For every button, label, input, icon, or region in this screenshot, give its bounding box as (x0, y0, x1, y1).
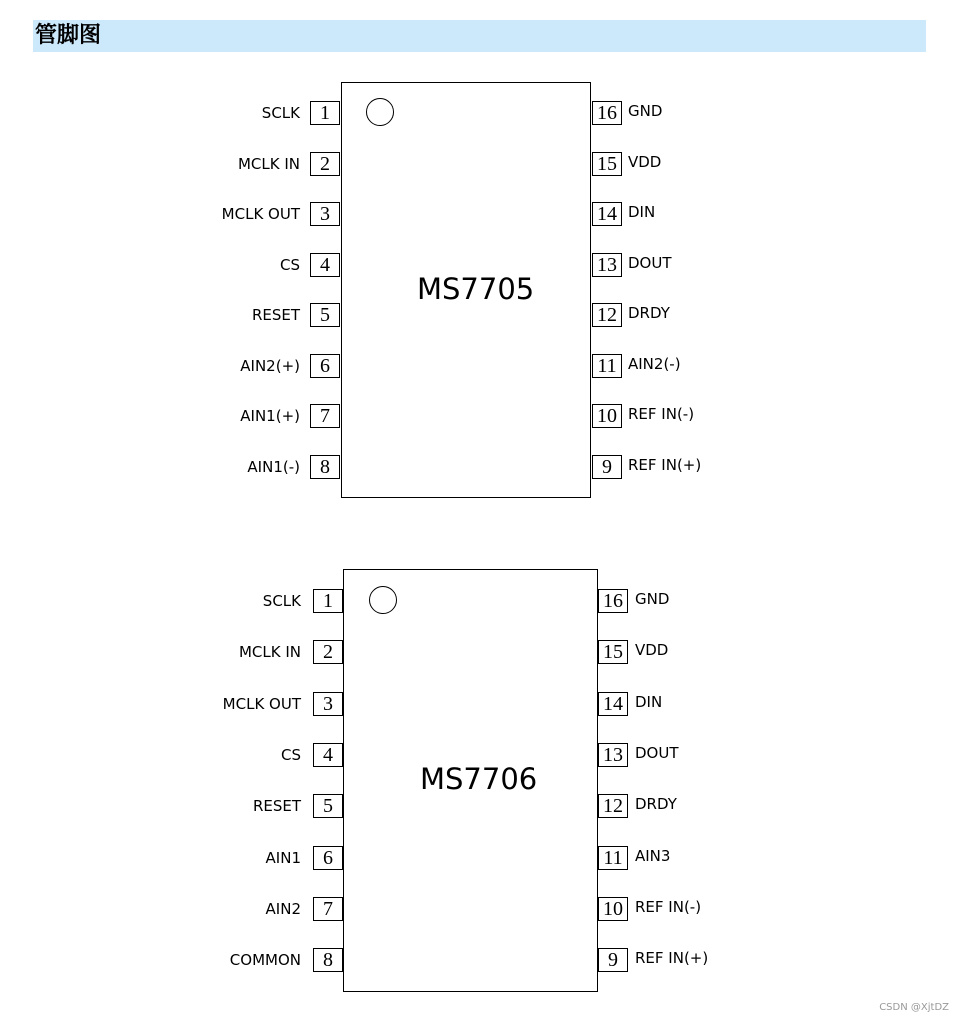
pin-label: REF IN(-) (635, 898, 702, 916)
pin-label: RESET (251, 306, 300, 324)
pin-label: AIN1(-) (247, 458, 300, 476)
pin-number-box: 5 (313, 794, 343, 818)
pin-number-box: 5 (310, 303, 340, 327)
pin-number-box: 14 (592, 202, 622, 226)
pin-number-box: 3 (310, 202, 340, 226)
pin-label: AIN2 (265, 900, 301, 918)
pin-number-box: 8 (313, 948, 343, 972)
section-header (33, 20, 926, 52)
pin-label: DRDY (628, 304, 670, 322)
section-title: 管脚图 (35, 23, 102, 48)
pin-number-box: 10 (598, 897, 628, 921)
pin1-notch-icon (366, 98, 394, 126)
pin-label: VDD (635, 641, 669, 659)
pin-label: GND (628, 102, 663, 120)
pin-number-box: 1 (310, 101, 340, 125)
pin-label: DRDY (635, 795, 677, 813)
pin-label: MCLK OUT (221, 205, 300, 223)
pin1-notch-icon (369, 586, 397, 614)
pin-label: AIN2(+) (240, 357, 300, 375)
pin-number-box: 3 (313, 692, 343, 716)
pin-label: MCLK IN (237, 155, 300, 173)
pin-number-box: 2 (310, 152, 340, 176)
chip-name-1: MS7705 (417, 272, 535, 306)
pin-label: RESET (252, 797, 301, 815)
pin-number-box: 8 (310, 455, 340, 479)
pin-number-box: 15 (592, 152, 622, 176)
pin-label: CS (281, 746, 301, 764)
pin-number-box: 9 (592, 455, 622, 479)
pin-number-box: 16 (592, 101, 622, 125)
pin-label: CS (280, 256, 300, 274)
pin-label: REF IN(+) (635, 949, 709, 967)
pin-number-box: 16 (598, 589, 628, 613)
pin-number-box: 4 (310, 253, 340, 277)
pin-number-box: 6 (313, 846, 343, 870)
pin-label: AIN1(+) (240, 407, 300, 425)
pin-label: COMMON (229, 951, 301, 969)
pin-label: DIN (628, 203, 656, 221)
pin-label: AIN1 (265, 849, 301, 867)
pin-number-box: 2 (313, 640, 343, 664)
pin-label: REF IN(+) (628, 456, 702, 474)
pin-number-box: 13 (592, 253, 622, 277)
pin-number-box: 12 (592, 303, 622, 327)
chip-name-2: MS7706 (420, 762, 538, 796)
pin-number-box: 11 (592, 354, 622, 378)
pin-label: VDD (628, 153, 662, 171)
pin-number-box: 13 (598, 743, 628, 767)
pin-number-box: 9 (598, 948, 628, 972)
pin-number-box: 10 (592, 404, 622, 428)
pin-number-box: 11 (598, 846, 628, 870)
pin-label: REF IN(-) (628, 405, 695, 423)
pin-number-box: 1 (313, 589, 343, 613)
pin-number-box: 15 (598, 640, 628, 664)
pin-number-box: 4 (313, 743, 343, 767)
watermark: CSDN @XjtDZ (879, 1002, 949, 1013)
pin-number-box: 7 (313, 897, 343, 921)
pin-label: GND (635, 590, 670, 608)
pin-number-box: 12 (598, 794, 628, 818)
pin-label: AIN2(-) (628, 355, 681, 373)
pin-label: MCLK IN (238, 643, 301, 661)
pin-label: SCLK (262, 592, 301, 610)
pin-number-box: 14 (598, 692, 628, 716)
pin-number-box: 7 (310, 404, 340, 428)
pin-label: DOUT (635, 744, 679, 762)
pin-label: DOUT (628, 254, 672, 272)
pin-label: DIN (635, 693, 663, 711)
pin-label: SCLK (261, 104, 300, 122)
pin-label: AIN3 (635, 847, 671, 865)
pin-label: MCLK OUT (222, 695, 301, 713)
pin-number-box: 6 (310, 354, 340, 378)
